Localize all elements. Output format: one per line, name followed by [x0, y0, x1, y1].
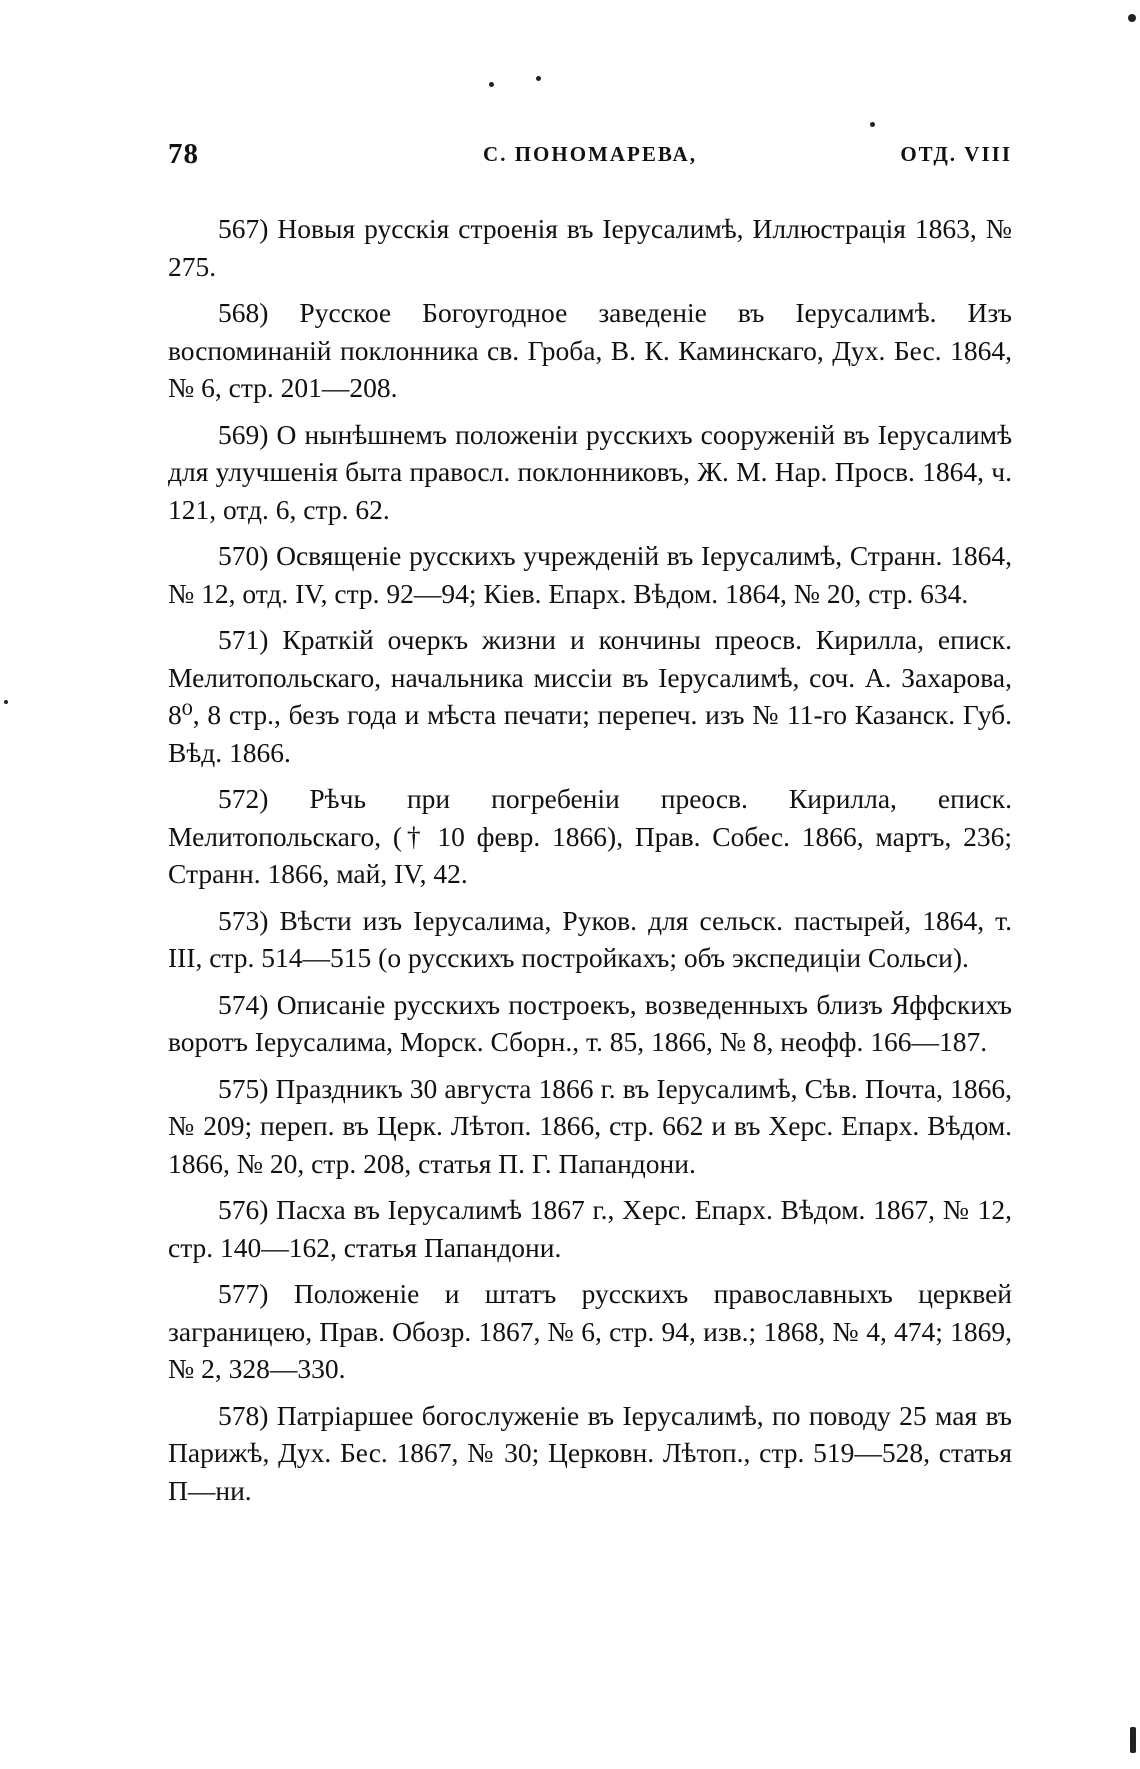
scan-speck — [489, 82, 494, 87]
running-head — [168, 138, 1012, 184]
bibliography-entry-573: 573) Вѣсти изъ Іерусалима, Руков. для сельск. пастырей, 1864, т. III, стр. 514—515 (о русскихъ постройкахъ; объ экспедиціи Сольси). — [168, 904, 1012, 973]
scan-speck — [870, 122, 875, 127]
running-title-author: С. ПОНОМАРЕВА, — [483, 142, 697, 166]
bibliography-entry-577: 577) Положеніе и штатъ русскихъ православныхъ церквей заграницею, Прав. Обозр. 1867, № 6, стр. 94, изв.; 1868, № 4, 474; 1869, № 2, 328—330. — [168, 1278, 1012, 1384]
bibliography-entry-570: 570) Освященіе русскихъ учрежденій въ Іерусалимѣ, Странн. 1864, № 12, отд. IV, стр. 92—94; Кіев. Епарх. Вѣдом. 1864, № 20, стр. 634. — [168, 540, 1012, 609]
running-title-section: ОТД. VIII — [900, 142, 1012, 166]
bibliography-list — [168, 210, 1012, 1509]
bibliography-entry-576: 576) Пасха въ Іерусалимѣ 1867 г., Херс. Епарх. Вѣдом. 1867, № 12, стр. 140—162, статья Папандони. — [168, 1194, 1012, 1263]
scan-speck — [1128, 14, 1136, 22]
bibliography-entry-571: 571) Краткій очеркъ жизни и кончины преосв. Кирилла, еписк. Мелитопольскаго, начальника миссіи въ Іерусалимѣ, соч. А. Захарова, 8⁰, 8 стр., безъ года и мѣста печати; перепеч. изъ № 11-го Казанск. Губ. Вѣд. 1866. — [168, 624, 1012, 768]
scan-speck — [4, 700, 8, 704]
bibliography-entry-575: 575) Праздникъ 30 августа 1866 г. въ Іерусалимѣ, Сѣв. Почта, 1866, № 209; переп. въ Церк. Лѣтоп. 1866, стр. 662 и въ Херс. Епарх. Вѣдом. 1866, № 20, стр. 208, статья П. Г. Папандони. — [168, 1072, 1012, 1179]
bibliography-entry-574: 574) Описаніе русскихъ построекъ, возведенныхъ близъ Яффскихъ воротъ Іерусалима, Морск. Сборн., т. 85, 1866, № 8, неофф. 166—187. — [168, 988, 1012, 1057]
scan-speck — [1130, 1727, 1136, 1753]
book-page — [168, 138, 1012, 1518]
scan-speck — [536, 76, 541, 81]
bibliography-entry-572: 572) Рѣчь при погребеніи преосв. Кирилла, еписк. Мелитопольскаго, († 10 февр. 1866), Прав. Собес. 1866, мартъ, 236; Странн. 1866, май, IV, 42. — [168, 783, 1012, 889]
bibliography-entry-569: 569) О нынѣшнемъ положеніи русскихъ сооруженій въ Іерусалимѣ для улучшенія быта правосл. поклонниковъ, Ж. М. Нар. Просв. 1864, ч. 121, отд. 6, стр. 62. — [168, 418, 1012, 525]
bibliography-entry-578: 578) Патріаршее богослуженіе въ Іерусалимѣ, по поводу 25 мая въ Парижѣ, Дух. Бес. 1867, № 30; Церковн. Лѣтоп., стр. 519—528, статья П—ни. — [168, 1399, 1012, 1506]
page-number: 78 — [168, 138, 199, 170]
bibliography-entry-568: 568) Русское Богоугодное заведеніе въ Іерусалимѣ. Изъ воспоминаній поклонника св. Гроба, В. К. Каминскаго, Дух. Бес. 1864, № 6, стр. 201—208. — [168, 297, 1012, 403]
bibliography-entry-567: 567) Новыя русскія строенія въ Іерусалимѣ, Иллюстрація 1863, № 275. — [168, 213, 1012, 282]
